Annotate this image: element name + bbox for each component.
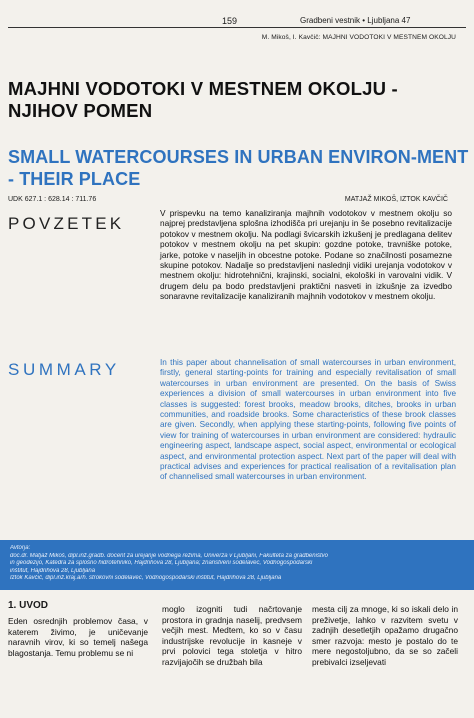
author-affiliation-line: in geodezijo, Katedra za splošno hidrotehniko, Hajdrihova 28, Ljubljana; znanstveni sodelavec, Vodnogospodarski: [10, 560, 313, 567]
author-affiliation-line: doc.dr. Matjaž Mikoš, dipl.inž.gradb. docent za urejanje vodnega režima, Univerza v Ljubljani, Fakulteta za gradbeništvo: [10, 552, 328, 559]
summary-abstract: In this paper about channelisation of small watercourses in urban environment, firstly, general starting-points for training and especially revitalisation of small watercourses in urban environment are presented. On the basis of Swiss experiences a division of small watercourses in urban environment into five classes is suggested: forest brooks, meadow brooks, ditches, brooks in urban communities, and roadside brooks. Some characteristics of these brook classes are given. Secondly, when applying these starting-points, following five points of view for training of watercourses in urban environment are considered: hydraulic engineering aspect, landscape aspect, social aspect, environmental or ecological aspect, and environmental protection aspect. Next part of the paper will deal with practical advises and experiences for practical realisation of a revitalisation plan of channelised small watercourses in urban environment.: [160, 358, 456, 482]
body-column-3: mesta cilj za mnoge, ki so iskali delo in preživetje, lahko v razvitem svetu v zadnjih desetletjih opažamo drugačno smer razvoja: mesto je postalo do te mere negostoljubno, da se so začeli prebivalci izseljevati: [312, 604, 458, 667]
header-rule: [8, 27, 466, 28]
povzetek-heading: POVZETEK: [8, 214, 125, 233]
journal-reference: Gradbeni vestnik • Ljubljana 47: [300, 16, 411, 25]
section-heading-uvod: 1. UVOD: [8, 600, 49, 611]
body-column-1: Eden osrednjih problemov časa, v katerem živimo, je uničevanje naravnih virov, ki so temelj našega blagostanja. Temu problemu se ni: [8, 616, 148, 658]
udk-classification: UDK 627.1 : 628.14 : 711.76: [8, 196, 97, 203]
author-affiliation-line: Iztok Kavčič, dipl.inž.kraj.arh. strokovni sodelavec, Vodnogospodarski inštitut, Hajdrihova 28, Ljubljana: [10, 575, 282, 582]
author-box-label: Avtorja:: [10, 545, 31, 551]
povzetek-abstract: V prispevku na temo kanaliziranja majhnih vodotokov v mestnem okolju so najprej predstavljena splošna izhodišča pri urejanju in še posebno revitalizacije potokov v mestnem okolju. Na podlagi švicarskih izkušenj je predlagana delitev potokov v mestnem okolju na pet skupin: gozdne potoke, travniške potoke, jarke, potoke v naseljih in obcestne potoke. Podane so značilnosti posamezne skupine potokov. Nadalje so predstavljeni naslednji vidiki urejanja vodotokov v mestnem okolju: hidrotehnični, krajinski, socialni, ekološki in varovalni vidik. V drugem delu pa bodo predstavljeni praktični nasveti in izkušnje za izvedbo sonaravne revitalizacije kanaliziranih majhnih vodotokov v mestnem okolju.: [160, 208, 452, 302]
summary-heading: SUMMARY: [8, 360, 120, 379]
title-english: SMALL WATERCOURSES IN URBAN ENVIRON-MENT - THEIR PLACE: [8, 147, 469, 189]
running-header-authors: M. Mikoš, I. Kavčič: MAJHNI VODOTOKI V MESTNEM OKOLJU: [261, 34, 456, 41]
page-number: 159: [222, 16, 238, 26]
body-column-2: moglo izogniti tudi načrtovanje prostora in gradnja naselij, predvsem večjih mest. Medtem, ko so v času industrijske revolucije in kasneje v prvi polovici tega stoletja v hitro razvijajočih se družbah bila: [162, 604, 302, 667]
author-affiliation-box: [0, 540, 474, 590]
title-slovene: MAJHNI VODOTOKI V MESTNEM OKOLJU - NJIHOV POMEN: [8, 78, 398, 121]
article-authors: MATJAŽ MIKOŠ, IZTOK KAVČIČ: [344, 196, 448, 203]
author-affiliation-line: inštitut, Hajdrihova 28, Ljubljana: [10, 567, 96, 574]
